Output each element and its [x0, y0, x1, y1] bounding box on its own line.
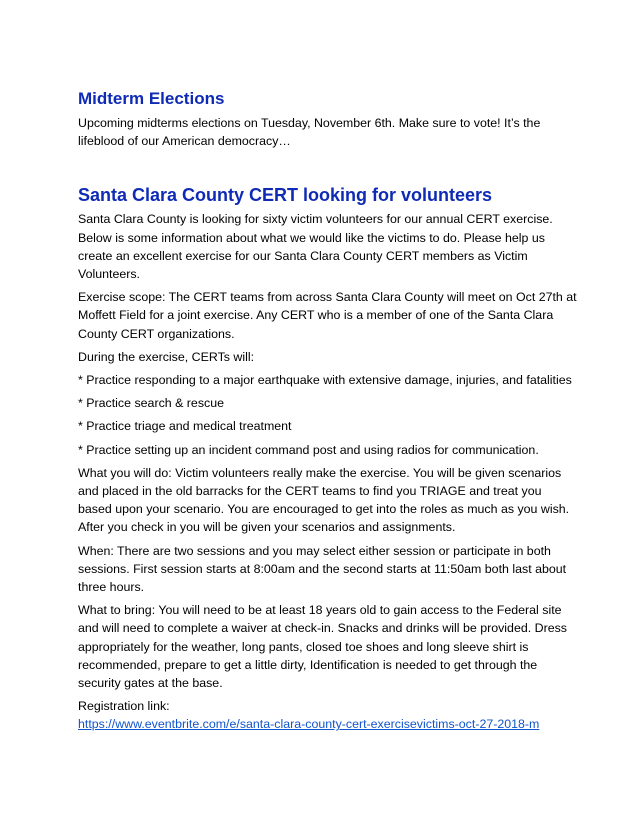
- bullet-triage: * Practice triage and medical treatment: [78, 419, 292, 434]
- what-you-will-do-paragraph: What you will do: Victim volunteers really make the exercise. You will be given scenarios and placed in the old barracks for the CERT teams to find you TRIAGE and treat you based upon your scenario. You are encouraged to get into the roles as much as you wish. After you check in you will be given your scenarios and assignments.: [78, 465, 570, 535]
- during-exercise-paragraph: During the exercise, CERTs will:: [78, 349, 255, 364]
- document-page: [78, 88, 578, 734]
- bullet-search-rescue: * Practice search & rescue: [78, 396, 224, 411]
- bullet-command-post: * Practice setting up an incident command post and using radios for communication.: [78, 442, 539, 457]
- cert-intro-paragraph: Santa Clara County is looking for sixty victim volunteers for our annual CERT exercise. Below is some information about what we would like the victims to do. Please help us create an excellent exercise for our Santa Clara County CERT members as Victim Volunteers.: [78, 212, 553, 282]
- cert-volunteers-heading: Santa Clara County CERT looking for volunteers: [78, 185, 493, 206]
- when-paragraph: When: There are two sessions and you may select either session or participate in both sessions. First session starts at 8:00am and the second starts at 11:50am both last about three hours.: [78, 543, 567, 595]
- registration-link[interactable]: https://www.eventbrite.com/e/santa-clara-county-cert-exercisevictims-oct-27-2018-m: [78, 717, 540, 732]
- bullet-earthquake: * Practice responding to a major earthquake with extensive damage, injuries, and fatalities: [78, 373, 572, 388]
- exercise-scope-paragraph: Exercise scope: The CERT teams from across Santa Clara County will meet on Oct 27th at Moffett Field for a joint exercise. Any CERT who is a member of one of the Santa Clara County CERT organizations.: [78, 290, 577, 341]
- midterm-elections-body: Upcoming midterms elections on Tuesday, November 6th. Make sure to vote! It’s the lifeblood of our American democracy…: [78, 116, 541, 149]
- midterm-elections-heading: Midterm Elections: [78, 89, 225, 108]
- what-to-bring-paragraph: What to bring: You will need to be at least 18 years old to gain access to the Federal site and will need to complete a waiver at check-in. Snacks and drinks will be provided. Dress appropriately for the weather, long pants, closed toe shoes and long sleeve shirt is recommended, prepare to get a little dirty, Identification is needed to get through the security gates at the base.: [78, 603, 567, 691]
- registration-label: Registration link:: [78, 699, 170, 714]
